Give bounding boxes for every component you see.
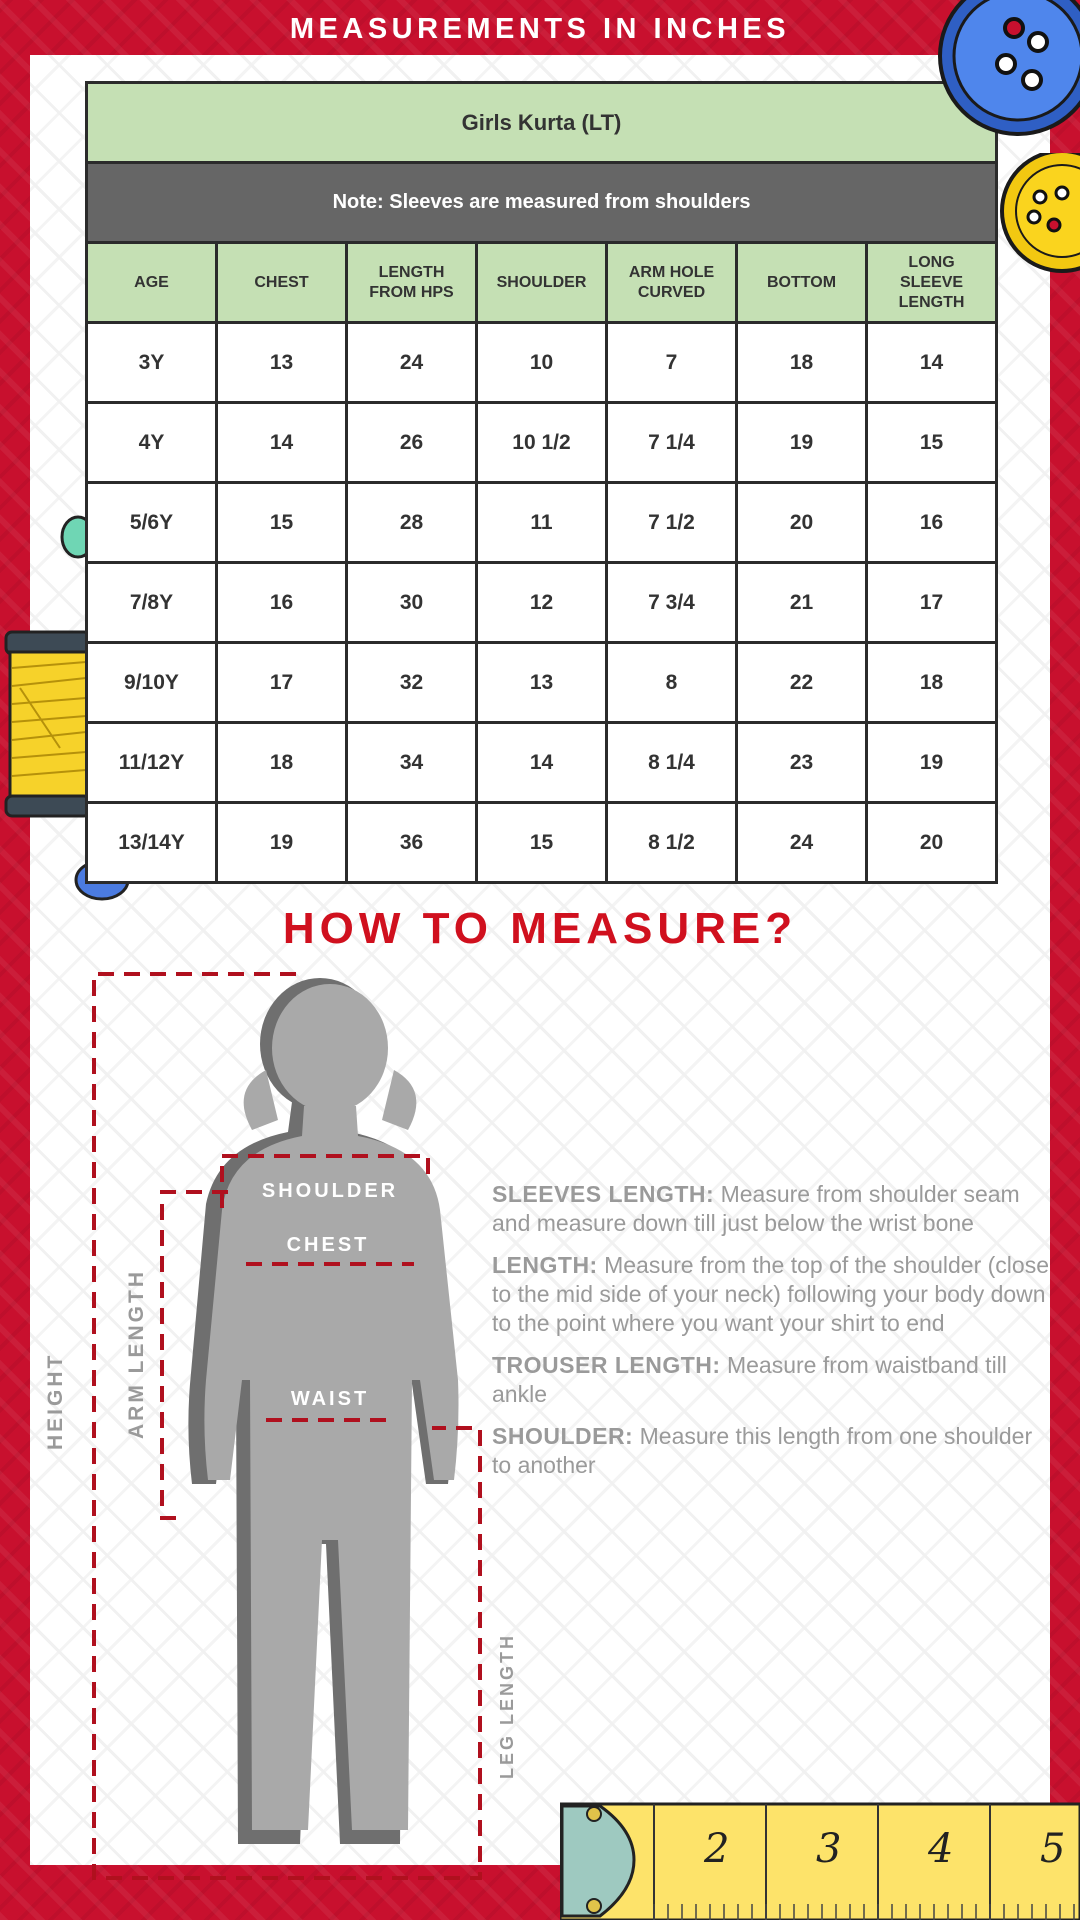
- measurement-cell: 13: [217, 323, 347, 403]
- instruction-text: Measure from the top of the shoulder (close to the mid side of your neck) following your body down to the point where you want your shirt to end: [492, 1252, 1050, 1336]
- column-header-line: SLEEVE: [899, 273, 964, 291]
- measurement-cell: 21: [737, 563, 867, 643]
- instruction-term: TROUSER LENGTH:: [492, 1352, 721, 1378]
- measurement-cell: 19: [737, 403, 867, 483]
- column-header-line: CHEST: [254, 273, 309, 291]
- measurement-cell: 8: [607, 643, 737, 723]
- waist-label: WAIST: [290, 1388, 370, 1410]
- tape-number: 4: [928, 1826, 954, 1872]
- shoulder-label: SHOULDER: [261, 1180, 399, 1202]
- child-silhouette-figure: [40, 960, 500, 1900]
- measurement-cell: 8 1/2: [607, 803, 737, 883]
- instruction-shoulder: [492, 1422, 1052, 1480]
- tape-number: 5: [1040, 1826, 1066, 1872]
- measurement-cell: 19: [217, 803, 347, 883]
- table-row: [87, 643, 997, 723]
- measurement-cell: 11: [477, 483, 607, 563]
- instruction-term: SLEEVES LENGTH:: [492, 1181, 715, 1207]
- instruction-text: Measure from shoulder seam and measure down till just below the wrist bone: [492, 1181, 1020, 1236]
- column-header-line: FROM HPS: [369, 283, 454, 301]
- age-cell: 7/8Y: [87, 563, 217, 643]
- table-row: [87, 803, 997, 883]
- table-row: [87, 323, 997, 403]
- measurement-cell: 7 1/4: [607, 403, 737, 483]
- thread-spool-icon: [0, 628, 92, 820]
- measurement-cell: 13: [477, 643, 607, 723]
- table-row: [87, 563, 997, 643]
- measurement-cell: 14: [477, 723, 607, 803]
- column-header-line: LONG: [908, 253, 955, 271]
- measurement-cell: 28: [347, 483, 477, 563]
- table-row: [87, 403, 997, 483]
- chest-label: CHEST: [286, 1234, 370, 1256]
- column-header: [607, 243, 737, 323]
- column-header: [347, 243, 477, 323]
- age-cell: 13/14Y: [87, 803, 217, 883]
- arm-length-label: ARM LENGTH: [125, 1269, 148, 1439]
- age-cell: 5/6Y: [87, 483, 217, 563]
- measurement-cell: 14: [867, 323, 997, 403]
- measurement-cell: 15: [217, 483, 347, 563]
- measurement-cell: 12: [477, 563, 607, 643]
- instruction-trouser: [492, 1351, 1052, 1409]
- measurement-cell: 14: [217, 403, 347, 483]
- column-header-line: BOTTOM: [766, 273, 837, 291]
- measurement-cell: 18: [737, 323, 867, 403]
- column-header: [477, 243, 607, 323]
- measurement-cell: 19: [867, 723, 997, 803]
- measurement-cell: 18: [867, 643, 997, 723]
- age-cell: 11/12Y: [87, 723, 217, 803]
- column-header-line: SHOULDER: [496, 273, 587, 291]
- column-header: [217, 243, 347, 323]
- measurement-cell: 7 1/2: [607, 483, 737, 563]
- height-label: HEIGHT: [44, 1352, 67, 1450]
- yellow-button-icon: [992, 153, 1080, 275]
- how-to-title: HOW TO MEASURE?: [282, 904, 798, 953]
- measurement-cell: 24: [737, 803, 867, 883]
- table-title: Girls Kurta (LT): [87, 83, 997, 163]
- column-header-line: AGE: [134, 273, 169, 291]
- instruction-length: [492, 1251, 1052, 1338]
- measure-instructions: [492, 1180, 1052, 1493]
- column-header: [737, 243, 867, 323]
- column-header-line: CURVED: [637, 283, 706, 301]
- measurement-cell: 18: [217, 723, 347, 803]
- table-row: [87, 483, 997, 563]
- measurement-cell: 23: [737, 723, 867, 803]
- page-title: MEASUREMENTS IN INCHES: [289, 13, 791, 45]
- instruction-term: SHOULDER:: [492, 1423, 634, 1449]
- measurement-cell: 7 3/4: [607, 563, 737, 643]
- tape-number: 3: [816, 1826, 842, 1872]
- measurement-cell: 15: [867, 403, 997, 483]
- measurement-cell: 8 1/4: [607, 723, 737, 803]
- table-header-row: [87, 243, 997, 323]
- measurement-cell: 32: [347, 643, 477, 723]
- column-header-line: ARM HOLE: [628, 263, 715, 281]
- column-header-line: LENGTH: [378, 263, 445, 281]
- measurement-cell: 17: [867, 563, 997, 643]
- instruction-text: Measure this length from one shoulder to another: [492, 1423, 1033, 1478]
- column-header: [87, 243, 217, 323]
- age-cell: 4Y: [87, 403, 217, 483]
- measurement-cell: 34: [347, 723, 477, 803]
- blue-button-icon: [930, 0, 1080, 148]
- table-body: [87, 323, 997, 883]
- instruction-term: LENGTH:: [492, 1252, 598, 1278]
- column-header: [867, 243, 997, 323]
- age-cell: 9/10Y: [87, 643, 217, 723]
- age-cell: 3Y: [87, 323, 217, 403]
- instruction-text: Measure from waistband till ankle: [492, 1352, 1007, 1407]
- measurement-cell: 20: [737, 483, 867, 563]
- measurement-cell: 16: [217, 563, 347, 643]
- measurement-cell: 26: [347, 403, 477, 483]
- measurement-cell: 7: [607, 323, 737, 403]
- leg-length-label: LEG LENGTH: [497, 1633, 517, 1779]
- table-row: [87, 723, 997, 803]
- measurement-cell: 36: [347, 803, 477, 883]
- measurement-cell: 20: [867, 803, 997, 883]
- measurement-cell: 30: [347, 563, 477, 643]
- size-chart-table: [85, 81, 998, 884]
- measurement-cell: 24: [347, 323, 477, 403]
- measurement-cell: 10 1/2: [477, 403, 607, 483]
- measurement-cell: 16: [867, 483, 997, 563]
- measurement-cell: 15: [477, 803, 607, 883]
- column-header-line: LENGTH: [898, 293, 965, 311]
- measurement-cell: 10: [477, 323, 607, 403]
- instruction-sleeves: [492, 1180, 1052, 1238]
- measurement-cell: 17: [217, 643, 347, 723]
- table-note: Note: Sleeves are measured from shoulders: [87, 163, 997, 243]
- measuring-tape-icon: [560, 1800, 1080, 1920]
- measurement-cell: 22: [737, 643, 867, 723]
- tape-number: 2: [704, 1826, 730, 1872]
